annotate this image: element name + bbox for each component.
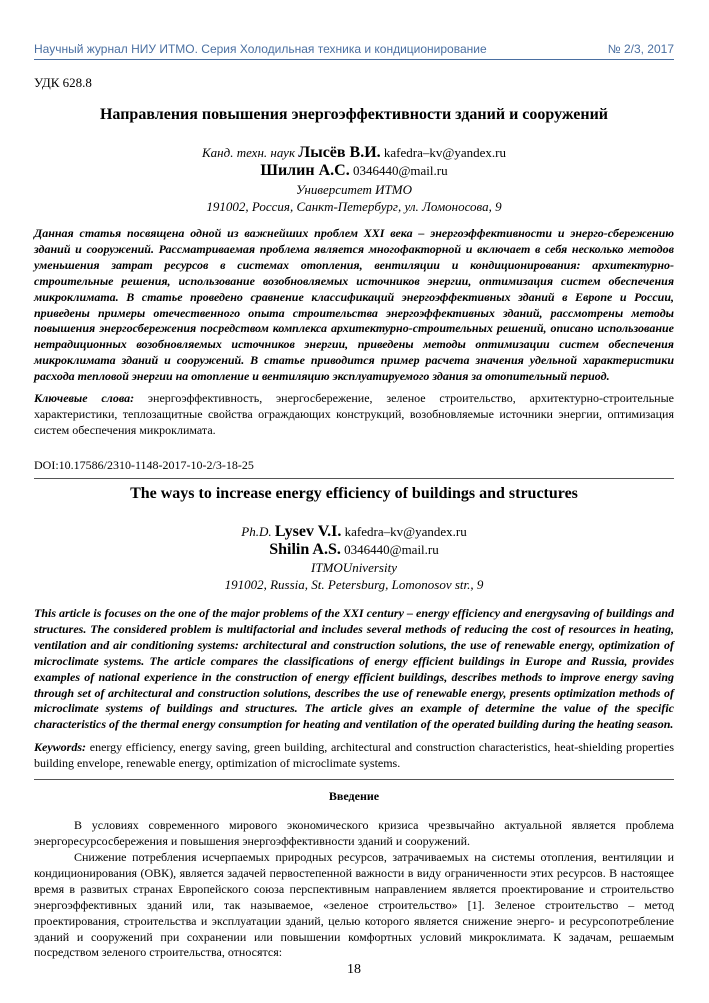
author-email[interactable]: 0346440@mail.ru [344,542,439,557]
udc-code: УДК 628.8 [34,75,92,90]
doi[interactable]: DOI:10.17586/2310-1148-2017-10-2/3-18-25 [34,458,254,472]
abstract-ru: Данная статья посвящена одной из важнейших проблем XXI века – энергоэффективности и энерго-сбережению зданий и сооружений. Рассматриваемая проблема является многофакторной и включает в себя несколько методов уменьшения затрат ресурсов в системах отопления, вентиляции и кондиционирования: архитектурно-строительные решения, использование возобновляемых источников энергии, оптимизация систем обеспечения микроклимата. В статье проведено сравнение классификаций энергоэффективных зданий в Европе и России, приведены примеры отечественного опыта строительства энергоэффективных зданий, рассмотрены методы повышения энергосбережения посредством комплекса архитектурно-строительных решений, описано использование нетрадиционных возобновляемых источников энергии, приведены методы оптимизации систем обеспечения микроклимата зданий и сооружений. В статье приводится пример расчета значения удельной характеристики расхода тепловой энергии на отопление и вентиляцию эксплуатируемого здания за отопительный период. [34,226,674,384]
running-header [34,40,674,62]
page-number: 18 [347,962,361,977]
author-email[interactable]: kafedra–kv@yandex.ru [383,145,506,160]
abstract-en: This article is focuses on the one of the major problems of the XXI century – energy efficiency and energysaving of buildings and structures. The considered problem is multifactorial and includes several methods of reducing the cost of resources in heating, ventilation and air conditioning systems: architectural and construction solutions, the use of renewable energy, optimization of microclimate systems. The article compares the classifications of energy efficient buildings in Europe and Russia, provides examples of national experience in the construction of energy efficient buildings, describes methods to improve energy saving through set of architectural and construction solutions, describes the use of renewable energy, presents optimization methods of microclimate systems of buildings and structures. The article gives an example of determine the value of the specific characteristics of the thermal energy consumption for heating and ventilation of the operated building during the heating season. [34,606,674,732]
keywords-label: Ключевые слова: [34,391,135,405]
keywords-text: энергоэффективность, энергосбережение, зеленое строительство, архитектурно-строительные характеристики, теплозащитные свойства ограждающих конструкций, возобновляемые источники энергии, оптимизация систем обеспечения микроклимата. [34,391,674,437]
author-email[interactable]: kafedra–kv@yandex.ru [344,524,467,539]
address-ru: 191002, Россия, Санкт-Петербург, ул. Ломоносова, 9 [206,199,502,214]
author-line-1-en [34,523,674,541]
intro-paragraph-2: Снижение потребления исчерпаемых природных ресурсов, затрачиваемых на системы отопления, вентиляции и кондиционирования (ОВК), является задачей первостепенной важности в виду ограниченности этих ресурсов. В настоящее время в развитых странах Европейского союза перспективным направлением является проектирование и строительство энергоэффективных зданий или, так называемое, «зеленое строительство» [1]. Зеленое строительство – метод проектирования, строительства и эксплуатации зданий, целью которого является снижение энерго- и ресурсопотребление зданий и сооружений при сохранении или повышении комфортных условий микроклимата. К задачам, решаемым посредством зеленого строительства, относятся: [34,850,674,960]
header-rule [34,59,674,60]
section-divider [34,779,674,780]
keywords-text: energy efficiency, energy saving, green building, architectural and construction characteristics, heat-shielding properties building envelope, renewable energy, optimization of microclimate systems. [34,740,674,770]
author-line-2-ru [34,162,674,180]
author-name: Shilin A.S. [269,541,341,558]
keywords-en [34,740,674,772]
affiliation-ru: Университет ИТМО [295,182,413,197]
section-divider [34,478,674,479]
affiliation-en: ITMOUniversity [311,560,397,575]
author-line-2-en [34,541,674,559]
author-degree: Ph.D. [241,524,272,539]
author-degree: Канд. техн. наук [202,145,296,160]
issue-number: № 2/3, 2017 [607,42,674,56]
author-name: Лысёв В.И. [298,144,381,161]
keywords-label: Keywords: [34,740,86,754]
author-email[interactable]: 0346440@mail.ru [352,163,448,178]
address-en: 191002, Russia, St. Petersburg, Lomonosov str., 9 [224,577,484,592]
article-title-ru: Направления повышения энергоэффективности зданий и сооружений [99,106,609,123]
article-title-en: The ways to increase energy efficiency of buildings and structures [130,485,578,502]
author-line-1-ru [34,144,674,162]
journal-name: Научный журнал НИУ ИТМО. Серия Холодильная техника и кондиционирование [34,42,487,56]
author-name: Шилин А.С. [260,162,350,179]
intro-paragraph-1: В условиях современного мирового экономического кризиса чрезвычайно актуальной является проблема энергоресурсосбережения и повышения энергоэффективности зданий и сооружений. [34,818,674,848]
section-heading-introduction: Введение [328,789,380,803]
author-name: Lysev V.I. [274,523,342,540]
keywords-ru [34,391,674,439]
